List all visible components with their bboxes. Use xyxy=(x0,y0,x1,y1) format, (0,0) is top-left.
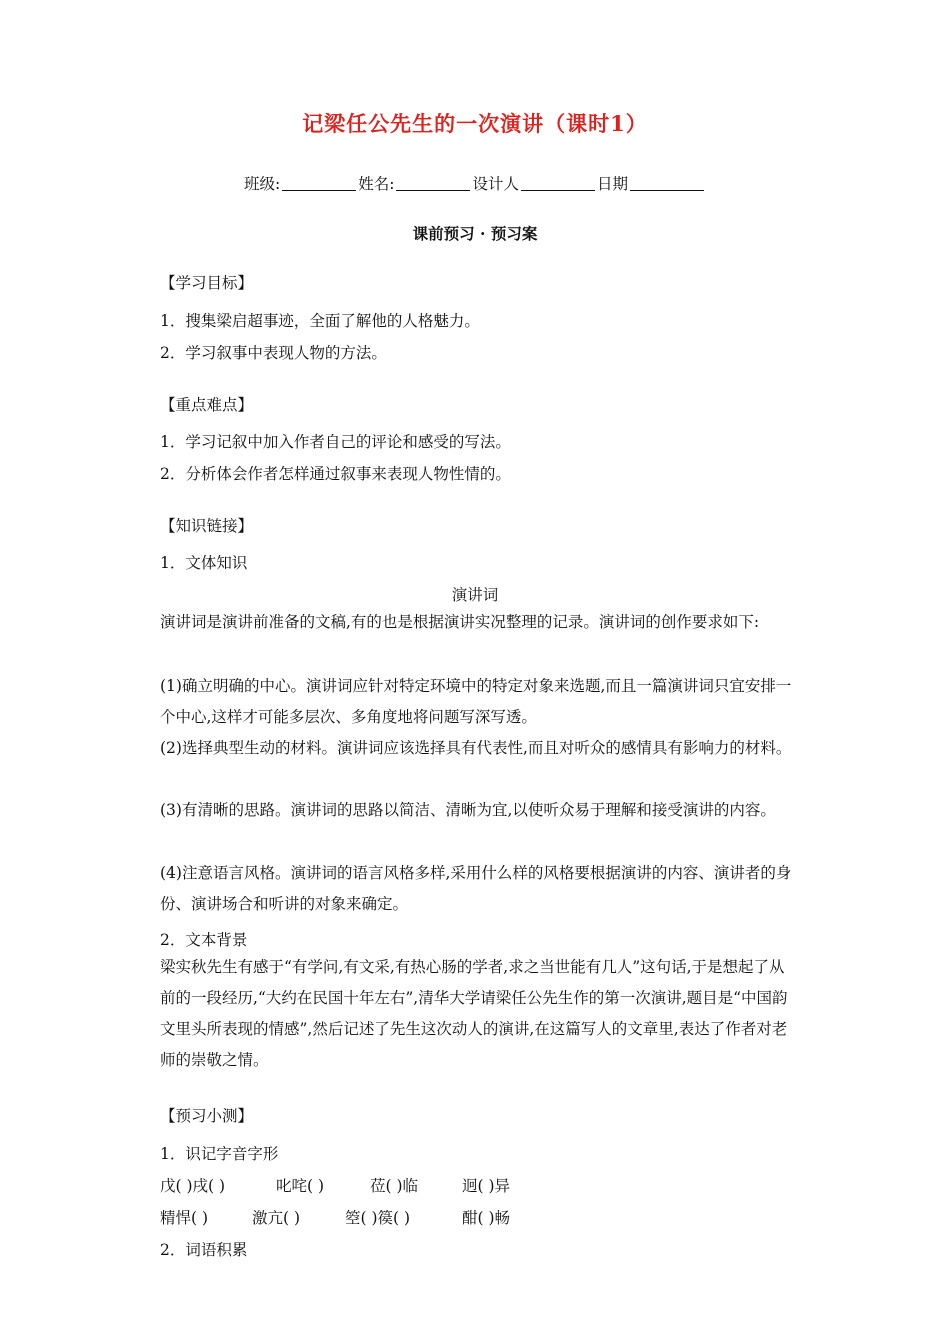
preview-item-pronunciation: 1．识记字音字形 xyxy=(160,1145,279,1163)
goals-heading: 【学习目标】 xyxy=(160,274,254,292)
pronunciation-blank-item[interactable]: 迥( )异 xyxy=(462,1177,511,1195)
pronunciation-blank-item[interactable]: 箜( )篌( ) xyxy=(345,1209,411,1227)
preview-heading: 【预习小测】 xyxy=(160,1107,254,1125)
page-title: 记梁任公先生的一次演讲（课时1） xyxy=(302,111,648,136)
speech-requirement-3: (3)有清晰的思路。演讲词的思路以简洁、清晰为宜,以使听众易于理解和接受演讲的内容。 xyxy=(160,801,776,819)
name-blank[interactable] xyxy=(396,176,470,191)
pronunciation-blank-item[interactable]: 酣( )畅 xyxy=(462,1209,511,1227)
pronunciation-blank-item[interactable]: 叱咤( ) xyxy=(276,1177,325,1195)
designer-label: 设计人 xyxy=(472,175,519,193)
pronunciation-blank-item[interactable]: 激亢( ) xyxy=(252,1209,301,1227)
name-label: 姓名: xyxy=(358,175,395,193)
speech-requirement-4: (4)注意语言风格。演讲词的语言风格多样,采用什么样的风格要根据演讲的内容、演讲者的身份、演讲场合和听讲的对象来确定。 xyxy=(160,864,792,913)
designer-blank[interactable] xyxy=(521,176,595,191)
background-paragraph: 梁实秋先生有感于“有学问,有文采,有热心肠的学者,求之当世能有几人”这句话,于是想起了从前的一段经历,“大约在民国十年左右”,清华大学请梁任公先生作的第一次演讲,题目是“中国韵文里头所表现的情感”,然后记述了先生这次动人的演讲,在这篇写人的文章里,表达了作者对老师的崇敬之情。 xyxy=(160,958,788,1069)
knowledge-item-genre: 1．文体知识 xyxy=(160,554,248,572)
pronunciation-blank-item[interactable]: 精悍( ) xyxy=(160,1209,209,1227)
pronunciation-blank-item[interactable]: 戊( )戌( ) xyxy=(160,1177,226,1195)
key-point-item: 1．学习记叙中加入作者自己的评论和感受的写法。 xyxy=(160,433,511,451)
date-blank[interactable] xyxy=(630,176,704,191)
speech-genre-title: 演讲词 xyxy=(451,586,499,604)
speech-requirement-1: (1)确立明确的中心。演讲词应针对特定环境中的特定对象来选题,而且一篇演讲词只宜安排一个中心,这样才可能多层次、多角度地将问题写深写透。 xyxy=(160,677,792,726)
pronunciation-blank-item[interactable]: 莅( )临 xyxy=(370,1177,419,1195)
class-blank[interactable] xyxy=(282,176,356,191)
knowledge-heading: 【知识链接】 xyxy=(160,517,254,535)
speech-requirement-2: (2)选择典型生动的材料。演讲词应该选择具有代表性,而且对听众的感情具有影响力的材料。 xyxy=(160,739,792,757)
speech-intro-paragraph: 演讲词是演讲前准备的文稿,有的也是根据演讲实况整理的记录。演讲词的创作要求如下: xyxy=(160,613,760,631)
key-point-item: 2．分析体会作者怎样通过叙事来表现人物性情的。 xyxy=(160,465,511,483)
date-label: 日期 xyxy=(596,175,628,193)
key-points-heading: 【重点难点】 xyxy=(160,396,254,414)
knowledge-item-background: 2．文本背景 xyxy=(160,931,248,949)
preview-item-vocabulary: 2．词语积累 xyxy=(160,1241,248,1259)
goal-item: 2．学习叙事中表现人物的方法。 xyxy=(160,344,387,362)
class-label: 班级: xyxy=(244,175,281,193)
section-subheading: 课前预习 · 预习案 xyxy=(412,224,538,243)
student-info-line xyxy=(0,172,950,194)
goal-item: 1．搜集梁启超事迹，全面了解他的人格魅力。 xyxy=(160,312,480,330)
